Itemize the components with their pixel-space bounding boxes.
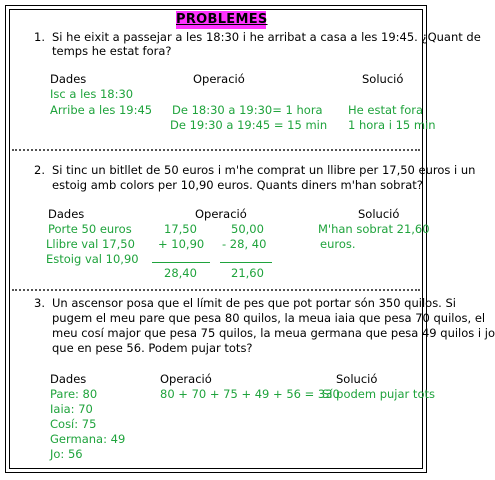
problem-1-solucio-label: Solució: [362, 72, 404, 86]
problem-2-operacio-label: Operació: [195, 207, 247, 221]
problem-2-data-1: Porte 50 euros: [48, 222, 132, 236]
problem-2-solution-1: M'han sobrat 21,60: [318, 222, 430, 236]
problem-3-operacio-label: Operació: [160, 372, 212, 386]
problem-3-question-line-4: que en pese 56. Podem pujar tots?: [52, 341, 253, 355]
problem-2-solucio-label: Solució: [358, 207, 400, 221]
page-title: PROBLEMES: [176, 12, 268, 27]
problem-2-sum-line-2: + 10,90: [158, 237, 205, 251]
problem-3-data-4: Germana: 49: [50, 432, 126, 446]
problem-2-solution-2: euros.: [320, 237, 356, 251]
problem-3-question-line-1: Un ascensor posa que el límit de pes que pot portar són 350 quilos. Si: [52, 296, 456, 310]
problem-2-number: 2.: [34, 163, 45, 177]
problem-3-data-2: Iaia: 70: [50, 402, 93, 416]
problem-2-sum-rule: [152, 262, 210, 263]
problem-1-number: 1.: [34, 30, 45, 44]
problem-3-solucio-label: Solució: [336, 372, 378, 386]
problem-2-dades-label: Dades: [48, 207, 85, 221]
problem-2-diff-rule: [220, 262, 272, 263]
problem-3-data-5: Jo: 56: [50, 447, 83, 461]
problem-1-data-1: Isc a les 18:30: [50, 87, 134, 101]
problem-1-operacio-label: Operació: [193, 72, 245, 86]
problem-2-sum-line-1: 17,50: [164, 222, 197, 236]
problem-1-operation-2: De 19:30 a 19:45 = 15 min: [170, 118, 328, 132]
problem-1-dades-label: Dades: [50, 72, 87, 86]
problem-3-dades-label: Dades: [50, 372, 87, 386]
problem-2-question-line-1: Si tinc un bitllet de 50 euros i m'he comprat un llibre per 17,50 euros i un: [52, 163, 476, 177]
problem-3-solution: Sí podem pujar tots: [322, 387, 435, 401]
problem-1-solution-2: 1 hora i 15 min: [348, 118, 436, 132]
separator-1: [12, 149, 420, 151]
problem-2-data-3: Estoig val 10,90: [46, 252, 139, 266]
problem-2-diff-result: 21,60: [231, 266, 264, 280]
problem-1-solution-1: He estat fora: [348, 103, 424, 117]
problem-3-number: 3.: [34, 296, 45, 310]
problem-3-question-line-3: meu cosí major que pesa 75 quilos, la meua germana que pesa 49 quilos i jo: [52, 326, 495, 340]
problem-3-data-1: Pare: 80: [50, 387, 98, 401]
problem-2-diff-line-1: 50,00: [231, 222, 264, 236]
problem-3-operation: 80 + 70 + 75 + 49 + 56 = 330: [160, 387, 340, 401]
problem-2-diff-line-2: - 28, 40: [222, 237, 267, 251]
problem-1-data-2: Arribe a les 19:45: [50, 103, 153, 117]
problem-2-sum-result: 28,40: [164, 266, 197, 280]
problem-2-question-line-2: estoig amb colors per 10,90 euros. Quants diners m'han sobrat?: [52, 178, 423, 192]
problem-3-question-line-2: pugem el meu pare que pesa 80 quilos, la meua iaia que pesa 70 quilos, el: [52, 311, 486, 325]
separator-2: [12, 289, 420, 291]
problem-1-question-line-2: temps he estat fora?: [52, 44, 172, 58]
problem-1-question-line-1: Si he eixit a passejar a les 18:30 i he arribat a casa a les 19:45. ¿Quant de: [52, 30, 481, 44]
problem-3-data-3: Cosí: 75: [50, 417, 97, 431]
problem-2-data-2: Llibre val 17,50: [46, 237, 135, 251]
problem-1-operation-1: De 18:30 a 19:30= 1 hora: [172, 103, 323, 117]
